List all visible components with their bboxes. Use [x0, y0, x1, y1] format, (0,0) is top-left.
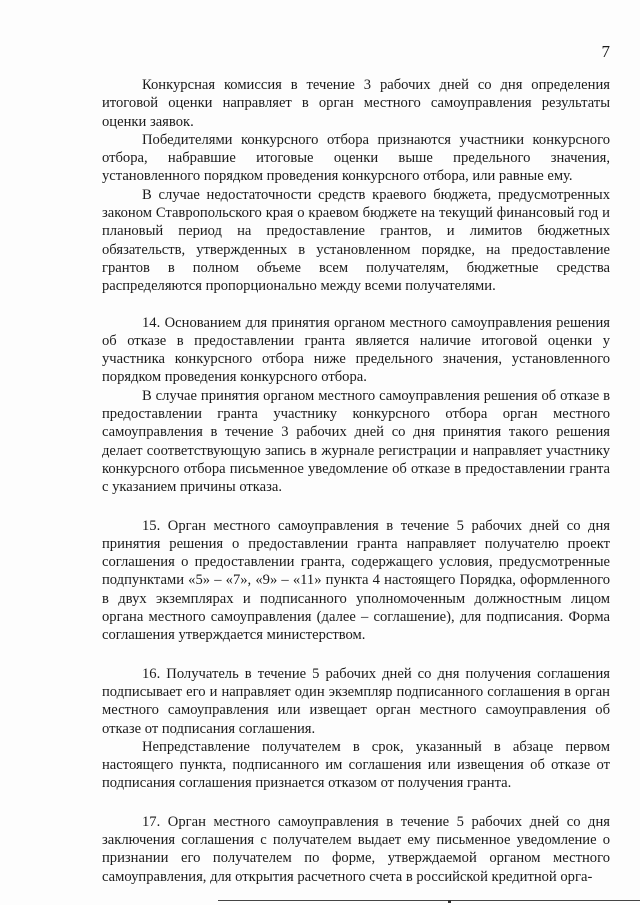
paragraph-budget-shortage: В случае недостаточности средств краевого бюджета, предусмотренных законом Ставропольского края о краевом бюджете на текущий финансовый год и плановый период на предоставление грантов, и лимитов бюджетных обязательств, утвержденных в установленном порядке, на предоставление грантов в полном объеме всем получателям, бюджетные средства распределяются пропорционально между всеми получателями. [102, 186, 610, 295]
paragraph-clause-17: 17. Орган местного самоуправления в течение 5 рабочих дней со дня заключения соглашения с получателем выдает ему письменное уведомление о признании его получателем по форме, утверждаемой органом местного самоуправления, для открытия расчетного счета в российской кредитной орга- [102, 813, 610, 885]
paragraph-refusal-notice: В случае принятия органом местного самоуправления решения об отказе в предоставлении гранта участнику конкурсного отбора орган местного самоуправления в течение 3 рабочих дней со дня принятия такого решения делает соответствующую запись в журнале регистрации и направляет участнику конкурсного отбора письменное уведомление об отказе в предоставлении гранта с указанием причины отказа. [102, 387, 610, 496]
paragraph-winners: Победителями конкурсного отбора признаются участники конкурсного отбора, набравшие итоговые оценки выше предельного значения, установленного порядком проведения конкурсного отбора, или равные ему. [102, 131, 610, 185]
paragraph-clause-15: 15. Орган местного самоуправления в течение 5 рабочих дней со дня принятия решения о предоставлении гранта направляет получателю проект соглашения о предоставлении гранта, содержащего условия, предусмотренные подпунктами «5» – «7», «9» – «11» пункта 4 настоящего Порядка, оформленного в двух экземплярах и подписанного уполномоченным должностным лицом органа местного самоуправления (далее – соглашение), для подписания. Форма соглашения утверждается министерством. [102, 517, 610, 644]
bottom-divider [218, 900, 640, 901]
paragraph-non-submission: Непредставление получателем в срок, указанный в абзаце первом настоящего пункта, подписанного им соглашения или извещения об отказе от подписания соглашения признается отказом от получения гранта. [102, 738, 610, 792]
paragraph-clause-16: 16. Получатель в течение 5 рабочих дней со дня получения соглашения подписывает его и направляет один экземпляр подписанного соглашения в орган местного самоуправления или извещает орган местного самоуправления об отказе от подписания соглашения. [102, 665, 610, 737]
document-body [102, 76, 610, 886]
paragraph-commission-results: Конкурсная комиссия в течение 3 рабочих дней со дня определения итоговой оценки направляет в орган местного самоуправления результаты оценки заявок. [102, 77, 610, 130]
paragraph-spacer [102, 645, 610, 665]
paragraph-spacer [102, 296, 610, 314]
page-number: 7 [601, 42, 610, 61]
paragraph-spacer [102, 497, 610, 517]
paragraph-spacer [102, 793, 610, 813]
paragraph-clause-14: 14. Основанием для принятия органом местного самоуправления решения об отказе в предоставлении гранта является наличие итоговой оценки у участника конкурсного отбора ниже предельного значения, установленного порядком проведения конкурсного отбора. [102, 314, 610, 386]
scan-mark [448, 900, 451, 903]
